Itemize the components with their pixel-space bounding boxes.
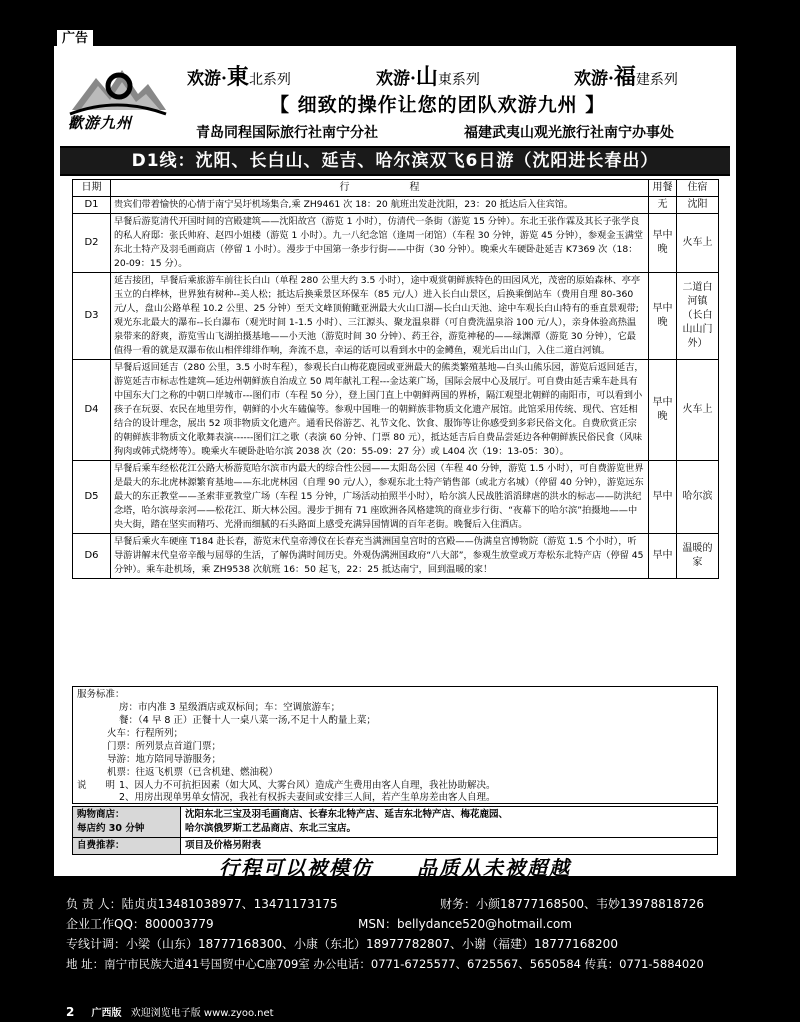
service-item: 机票：往返飞机票（已含机建、燃油税） (107, 767, 279, 778)
route-banner: D1线：沈阳、长白山、延吉、哈尔滨双飞6日游（沈阳进长春出） (60, 146, 730, 176)
header-date: 日期 (73, 180, 111, 197)
stay-cell: 哈尔滨 (677, 461, 719, 534)
service-item: 门票：所列景点首道门票； (107, 741, 222, 752)
shop-line: 哈尔滨俄罗斯工艺品商店、东北三宝店。 (185, 823, 357, 834)
desc-cell: 早餐后乘火车硬座 T184 赴长春，游览末代皇帝溥仪在长春充当满洲国皇宫时的宫殿——伪满皇宫博物院（游览 1.5 个小时），听导游讲解末代皇帝辛酸与屈辱的生活，了解伪满时间历史。外观伪满洲国政府“八大部”，参观生放堂或万寿松东北特产店（停留 45 分钟）。乘车赴机场，乘 ZH9538 次航班 16：50 起飞，22：25 抵达南宁，回到温暖的家！ (111, 534, 649, 579)
shop-label: 购物商店： (77, 809, 125, 820)
motto: 行程可以被模仿 品质从未被超越 (219, 856, 571, 880)
header-meal: 用餐 (649, 180, 677, 197)
msn-contact: MSN：bellydance520@hotmail.com (358, 917, 572, 931)
desc-cell: 早餐后返回延吉（280 公里，3.5 小时车程），参观长白山梅花鹿园或亚洲最大的熊类繁殖基地—白头山熊乐园，游览后返回延吉，游览延吉市标志性建筑—延边州朝鲜族自治成立 50 周年献礼工程---金达莱广场，国际会展中心及展厅。可自费由延吉乘车赴具有中国东大门之称的中朝口岸城市---图们市（车程 50 分），登上国门直上中朝鲜两国的界桥，隔江观望北朝鲜的南阳市，可以看到小孩子在玩耍、农民在地里劳作，朝鲜的小火车磕偏等。参观中国唯一的朝鲜族非物质文化遗产展馆。此馆采用传统、现代、宫廷相结合的设计理念，展出 52 项非物质文化遗产。通看民俗游艺、礼节文化、饮食、服饰等让你感受到多彩民俗文化。自费欣赏正宗的朝鲜族非物质文化歌舞表演------图们江之歌（表演 60 分钟、门票 80 元），抵达延吉后自费品尝延边各种朝鲜族民俗民食（风味狗肉或韩式烧烤等）。晚乘火车硬卧赴哈尔滨 2038 次（20：55-09：27 分）或 L404 次（19：13-05：30）。 (111, 360, 649, 461)
day-cell: D4 (73, 360, 111, 461)
table-row (73, 214, 719, 273)
header-itinerary: 行 程 (111, 180, 649, 197)
series-prefix: 欢游· (574, 69, 614, 89)
shop-duration: 每店约 30 分钟 (77, 823, 145, 834)
footer-text: 欢迎浏览电子版 www.zyoo.net (130, 1008, 274, 1019)
day-cell: D1 (73, 197, 111, 214)
service-item: 导游：地方陪同导游服务； (107, 754, 222, 765)
series-prefix: 欢游· (187, 69, 227, 89)
finance-contact: 财务：小颜18777168500、韦妙13978818726 (440, 897, 704, 911)
series-suffix: 北系列 (248, 72, 291, 88)
series-big-char: 福 (613, 64, 636, 90)
series-prefix: 欢游· (376, 69, 416, 89)
day-cell: D5 (73, 461, 111, 534)
hotline-contact: 专线计调：小梁（山东）18777168300、小康（东北）18977782807、小谢（福建）18777168200 (66, 937, 618, 951)
note-item: 2、用房出现单男单女情况，我社有权拆夫妻间或安排三人间，若产生单房差由客人自理。 (119, 792, 496, 803)
itinerary-table (72, 179, 719, 579)
shop-line: 沈阳东北三宝及羽毛画商店、长春东北特产店、延吉东北特产店、梅花鹿园、 (185, 809, 509, 820)
stay-cell: 火车上 (677, 214, 719, 273)
desc-cell: 延吉接团，早餐后乘旅游车前往长白山（单程 280 公里大约 3.5 小时），途中观赏朝鲜族特色的田园风光，茂密的原始森林、亭亭玉立的白桦林，世界独有树种--美人松；抵达后换乘景区环保车（85 元/人）进入长白山景区，后换乘倒站车（费用自理 80-360 元/人，盘山公路单程 10.2 公里、25 分钟）至天文峰顶俯瞰亚洲最大火山口湖—长白山天池、途中车观长白山特有的垂直景观带;观光东北最大的瀑布--长白瀑布（观光时间 1-1.5 小时）、三江源头、聚龙温泉群（可自费洗温泉浴 100 元/人），亲身体验高热温泉带来的舒爽，游览雪山飞湖拍摄基地——小天池（游览时间 30 分钟）、药王谷，游览神秘的——绿渊潭（游览 30 分钟），它最值得一看的就是双瀑布依山相伴绯绯作响，奔流不息，幸运的话可以看到水中的金鳟鱼，观光后出山门，入住二道白河镇。 (111, 273, 649, 360)
address-contact: 地 址：南宁市民族大道41号国贸中心C座709室 办公电话：0771-6725577、6725567、5650584 传真：0771-5884020 (66, 957, 704, 971)
header-stay: 住宿 (677, 180, 719, 197)
table-row (73, 360, 719, 461)
shopping-table (72, 806, 718, 855)
series-northeast (187, 60, 291, 91)
service-title: 服务标准： (77, 689, 125, 700)
qq-contact: 企业工作QQ：800003779 (66, 917, 214, 931)
shop-label-cell (73, 807, 181, 838)
service-item: 火车：行程所列； (107, 728, 184, 739)
stay-cell: 二道白河镇（长白山山门外） (677, 273, 719, 360)
logo-text: 歡游九州 (68, 114, 133, 132)
agency-fujian: 福建武夷山观光旅行社南宁办事处 (464, 125, 674, 141)
meal-cell: 早中 (649, 461, 677, 534)
series-suffix: 東系列 (437, 72, 480, 88)
service-item: 餐：（4 早 8 正）正餐十人一桌八菜一汤,不足十人酌量上菜； (119, 715, 376, 726)
day-cell: D2 (73, 214, 111, 273)
meal-cell: 早中 (649, 534, 677, 579)
note-item: 1、因人力不可抗拒因素（如大风、大雾台风）造成产生费用由客人自理，我社协助解决。 (119, 780, 496, 791)
table-row (73, 273, 719, 360)
manager-contact: 负 责 人：陆贞贞13481038977、13471173175 (66, 897, 338, 911)
ad-page (54, 46, 736, 880)
note-label: 说 明 (77, 780, 116, 791)
desc-cell: 贵宾们带着愉快的心情于南宁吴圩机场集合,乘 ZH9461 次 18：20 航班出发赴沈阳，23：20 抵达后入住宾馆。 (111, 197, 649, 214)
shop-list-cell (181, 807, 718, 838)
meal-cell: 早中晚 (649, 214, 677, 273)
page-number: 2 (66, 1005, 75, 1019)
day-cell: D6 (73, 534, 111, 579)
page-footer (66, 1004, 274, 1019)
self-pay-value: 项目及价格另附表 (181, 838, 718, 855)
shop-row (73, 807, 718, 838)
meal-cell: 早中晚 (649, 360, 677, 461)
footer-brand: 广西版 (91, 1008, 122, 1019)
table-row (73, 461, 719, 534)
service-item: 房：市内准 3 星级酒店或双标间；车：空调旅游车； (119, 702, 341, 713)
slogan: 【 细致的操作让您的团队欢游九州 】 (270, 94, 606, 116)
meal-cell: 早中晚 (649, 273, 677, 360)
self-pay-label: 自费推荐： (73, 838, 181, 855)
series-big-char: 山 (415, 64, 438, 90)
series-suffix: 建系列 (635, 72, 678, 88)
agency-qingdao: 青岛同程国际旅行社南宁分社 (196, 125, 378, 141)
meal-cell: 无 (649, 197, 677, 214)
desc-cell: 早餐后游览清代开国时间的宫殿建筑——沈阳故宫（游览 1 小时），仿清代一条街（游览 15 分钟）。东北王张作霖及其长子张学良的私人府邸：张氏帅府、赵四小姐楼（游览 1 小时）。九一八纪念馆（逢周一闭馆）（车程 30 分钟，游览 45 分钟），参观金玉满堂东北土特产及羽毛画商店（停留 1 小时）。漫步于中国第一条步行街——中街（30 分钟）。晚乘火车硬卧赴延吉 K7369 次（18：20-09：15 分）。 (111, 214, 649, 273)
stay-cell: 火车上 (677, 360, 719, 461)
stay-cell: 温暖的家 (677, 534, 719, 579)
ad-tag: 广告 (57, 30, 93, 48)
day-cell: D3 (73, 273, 111, 360)
itinerary-header-row (73, 180, 719, 197)
table-row (73, 534, 719, 579)
series-fujian (574, 60, 678, 91)
stay-cell: 沈阳 (677, 197, 719, 214)
series-shandong (376, 60, 480, 91)
desc-cell: 早餐后乘车经松花江公路大桥游览哈尔滨市内最大的综合性公园——太阳岛公园（车程 40 分钟，游览 1.5 小时），可自费游览世界是最大的东北虎林源繁育基地——东北虎林园（自理 90 元/人），参观东北土特产销售部（或北方名城）（停留 40 分钟），游览远东最大的东正教堂——圣索菲亚教堂广场（车程 15 分钟，广场活动拍照半小时），哈尔滨人民战胜滔滔肆虐的洪水的标志——防洪纪念塔，哈尔滨母亲河——松花江、斯大林公园。漫步于拥有 71 座欧洲各风格建筑的商业步行街、“夜幕下的哈尔滨”拍摄地——中央大街，踏在坚实而精巧、光滑而细腻的石头路面上感受充满异国情调的百年老街。晚餐后入住酒店。 (111, 461, 649, 534)
series-big-char: 東 (226, 64, 249, 90)
service-standards (72, 686, 718, 804)
table-row (73, 197, 719, 214)
